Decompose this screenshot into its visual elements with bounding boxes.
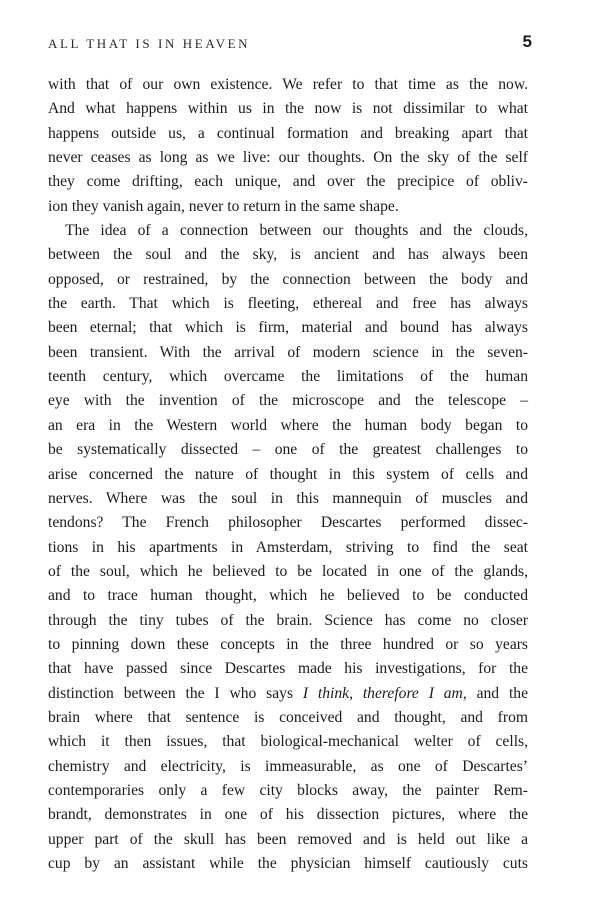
- running-head: [48, 32, 532, 58]
- text-line: the earth. That which is fleeting, ethereal and free has always: [48, 295, 528, 313]
- text-line: cup by an assistant while the physician himself cautiously cuts: [48, 855, 528, 872]
- text-line: been transient. With the arrival of modern science in the seven-: [48, 343, 528, 361]
- text-line: of the soul, which he believed to be located in one of the glands,: [48, 562, 528, 580]
- text-line: And what happens within us in the now is not dissimilar to what: [48, 100, 528, 118]
- text-line: through the tiny tubes of the brain. Science has come no closer: [48, 611, 528, 629]
- text-line: The idea of a connection between our thoughts and the clouds,: [65, 222, 528, 240]
- text-line: contemporaries only a few city blocks away, the painter Rem-: [48, 781, 528, 799]
- text-line: to pinning down these concepts in the three hundred or so years: [48, 635, 528, 653]
- text-line: and to trace human thought, which he believed to be conducted: [48, 587, 528, 605]
- text-line: upper part of the skull has been removed and is held out like a: [48, 830, 528, 848]
- text-line: that have passed since Descartes made his investigations, for the: [48, 660, 528, 678]
- text-line: tendons? The French philosopher Descartes performed dissec-: [48, 514, 528, 532]
- text-line: arise concerned the nature of thought in this system of cells and: [48, 465, 528, 483]
- text-line: opposed, or restrained, by the connection between the body and: [48, 270, 528, 288]
- text-line: been eternal; that which is firm, material and bound has always: [48, 319, 528, 337]
- text-line: chemistry and electricity, is immeasurable, as one of Descartes’: [48, 757, 528, 775]
- text-line: ion they vanish again, never to return in the same shape.: [48, 197, 399, 215]
- text-line: with that of our own existence. We refer to that time as the now.: [48, 76, 528, 93]
- text-segment: , and the: [462, 684, 529, 702]
- text-line: eye with the invention of the microscope and the telescope –: [48, 392, 528, 410]
- running-title: ALL THAT IS IN HEAVEN: [48, 36, 251, 51]
- italic-quote: I think, therefore I am: [302, 684, 463, 702]
- text-line: be systematically dissected – one of the greatest challenges to: [48, 441, 528, 459]
- text-line: brandt, demonstrates in one of his dissection pictures, where the: [48, 806, 528, 824]
- text-line: teenth century, which overcame the limitations of the human: [48, 368, 528, 386]
- text-line: never ceases as long as we live: our thoughts. On the sky of the self: [48, 149, 528, 167]
- text-line: tions in his apartments in Amsterdam, striving to find the seat: [48, 538, 528, 556]
- text-line: nerves. Where was the soul in this mannequin of muscles and: [48, 489, 528, 507]
- text-line: between the soul and the sky, is ancient and has always been: [48, 246, 528, 264]
- text-line: happens outside us, a continual formation and breaking apart that: [48, 124, 528, 142]
- body-text: [48, 73, 528, 876]
- text-line: brain where that sentence is conceived and thought, and from: [48, 708, 528, 726]
- text-line: [48, 682, 528, 706]
- page-number: 5: [522, 32, 532, 51]
- text-segment: distinction between the I who says: [48, 684, 303, 702]
- text-line: an era in the Western world where the human body began to: [48, 416, 528, 434]
- text-line: which it then issues, that biological-mechanical welter of cells,: [48, 733, 528, 751]
- text-line: they come drifting, each unique, and over the precipice of obliv-: [48, 173, 528, 191]
